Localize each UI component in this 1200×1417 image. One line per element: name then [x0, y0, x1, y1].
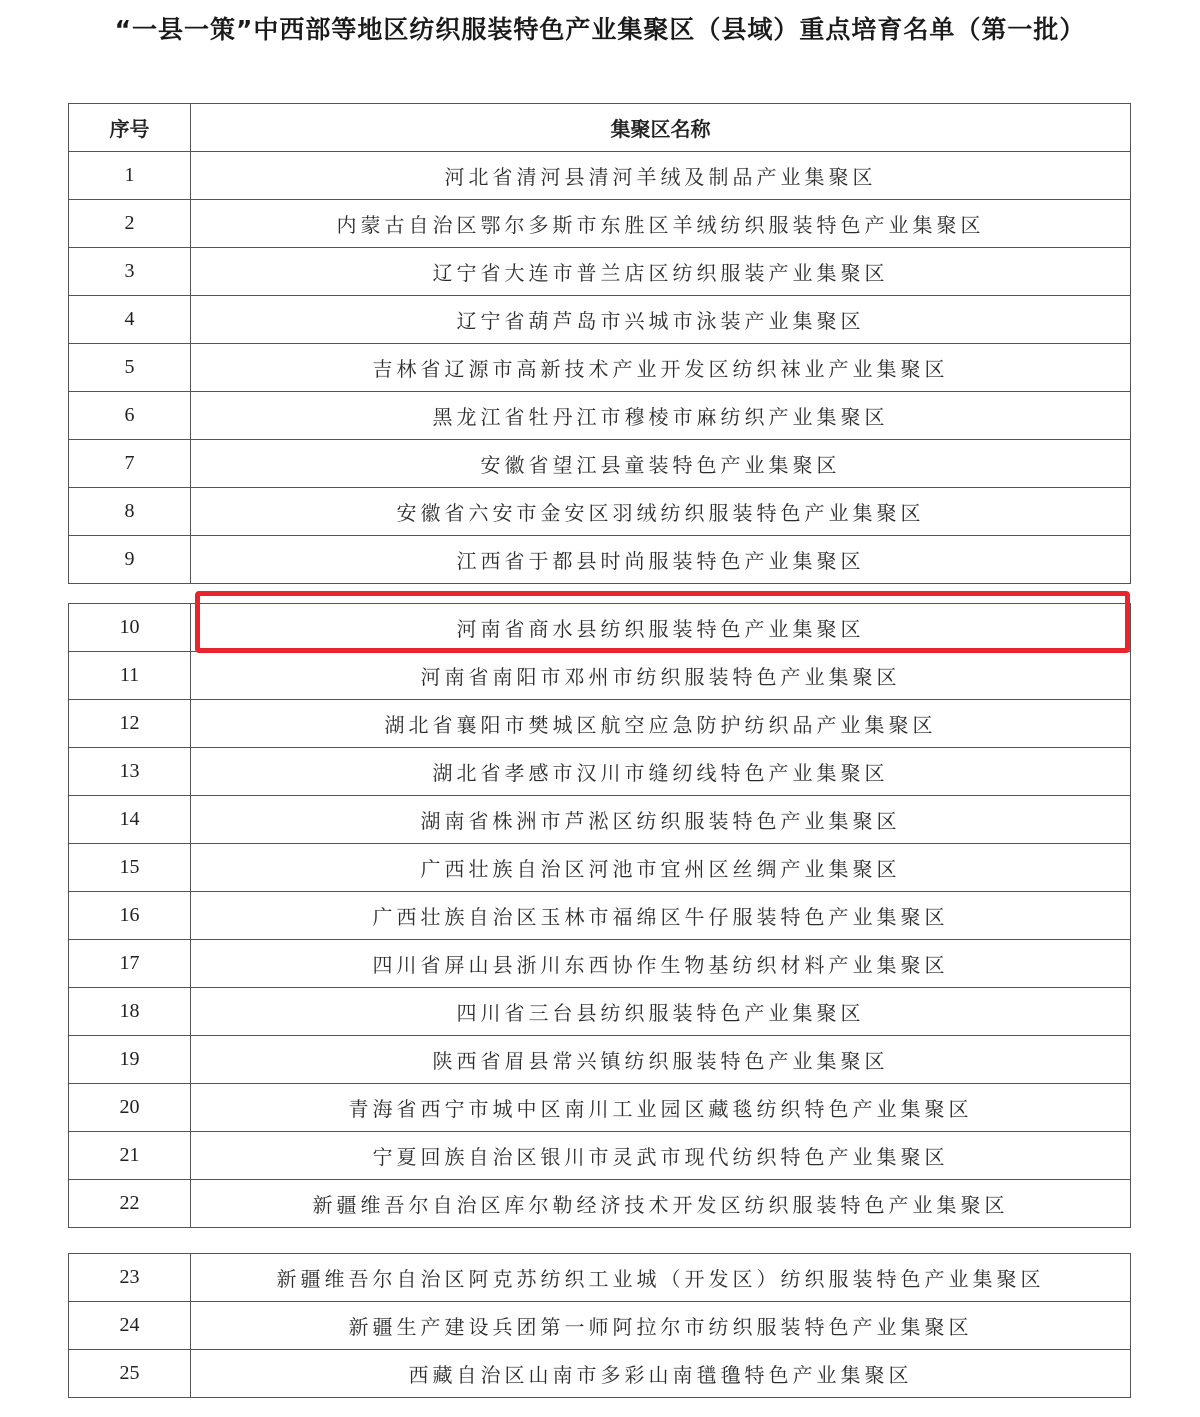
table-row [69, 988, 1131, 1036]
table-row [69, 296, 1131, 344]
row-number: 1 [69, 152, 191, 200]
row-number: 25 [69, 1350, 191, 1398]
cluster-name: 安徽省六安市金安区羽绒纺织服装特色产业集聚区 [191, 488, 1131, 536]
table-row [69, 748, 1131, 796]
column-header-name: 集聚区名称 [191, 104, 1131, 152]
row-number: 20 [69, 1084, 191, 1132]
cluster-name: 辽宁省葫芦岛市兴城市泳装产业集聚区 [191, 296, 1131, 344]
row-number: 13 [69, 748, 191, 796]
row-number: 19 [69, 1036, 191, 1084]
table-row [69, 536, 1131, 584]
cluster-name: 内蒙古自治区鄂尔多斯市东胜区羊绒纺织服装特色产业集聚区 [191, 200, 1131, 248]
row-number: 14 [69, 796, 191, 844]
table-row [69, 940, 1131, 988]
cluster-name: 广西壮族自治区玉林市福绵区牛仔服装特色产业集聚区 [191, 892, 1131, 940]
table-row [69, 700, 1131, 748]
row-number: 3 [69, 248, 191, 296]
table-row [69, 1254, 1131, 1302]
table-row [69, 152, 1131, 200]
table-row [69, 488, 1131, 536]
table-header-row [69, 104, 1131, 152]
cluster-name: 吉林省辽源市高新技术产业开发区纺织袜业产业集聚区 [191, 344, 1131, 392]
row-number: 7 [69, 440, 191, 488]
column-header-number: 序号 [69, 104, 191, 152]
cluster-name: 新疆生产建设兵团第一师阿拉尔市纺织服装特色产业集聚区 [191, 1302, 1131, 1350]
cluster-name: 西藏自治区山南市多彩山南氆氇特色产业集聚区 [191, 1350, 1131, 1398]
cluster-name: 江西省于都县时尚服装特色产业集聚区 [191, 536, 1131, 584]
cluster-name: 陕西省眉县常兴镇纺织服装特色产业集聚区 [191, 1036, 1131, 1084]
cluster-name: 安徽省望江县童装特色产业集聚区 [191, 440, 1131, 488]
table-row [69, 344, 1131, 392]
cluster-name: 四川省三台县纺织服装特色产业集聚区 [191, 988, 1131, 1036]
cluster-name: 河南省商水县纺织服装特色产业集聚区 [191, 604, 1131, 652]
row-number: 11 [69, 652, 191, 700]
row-number: 16 [69, 892, 191, 940]
table-row [69, 440, 1131, 488]
row-number: 4 [69, 296, 191, 344]
cluster-name: 湖北省孝感市汉川市缝纫线特色产业集聚区 [191, 748, 1131, 796]
cluster-name: 辽宁省大连市普兰店区纺织服装产业集聚区 [191, 248, 1131, 296]
row-number: 6 [69, 392, 191, 440]
table-row [69, 1180, 1131, 1228]
table-row [69, 200, 1131, 248]
table-row [69, 1084, 1131, 1132]
cluster-table-part-2 [68, 603, 1131, 1228]
cluster-name: 河南省南阳市邓州市纺织服装特色产业集聚区 [191, 652, 1131, 700]
row-number: 15 [69, 844, 191, 892]
table-row [69, 392, 1131, 440]
table-row [69, 652, 1131, 700]
table-row [69, 1036, 1131, 1084]
cluster-name: 广西壮族自治区河池市宜州区丝绸产业集聚区 [191, 844, 1131, 892]
cluster-name: 新疆维吾尔自治区阿克苏纺织工业城（开发区）纺织服装特色产业集聚区 [191, 1254, 1131, 1302]
row-number: 2 [69, 200, 191, 248]
cluster-table-part-1 [68, 103, 1131, 584]
document-title: “一县一策”中西部等地区纺织服装特色产业集聚区（县域）重点培育名单（第一批） [114, 15, 1086, 44]
row-number: 10 [69, 604, 191, 652]
row-number: 12 [69, 700, 191, 748]
table-row [69, 248, 1131, 296]
cluster-name: 青海省西宁市城中区南川工业园区藏毯纺织特色产业集聚区 [191, 1084, 1131, 1132]
row-number: 5 [69, 344, 191, 392]
cluster-name: 河北省清河县清河羊绒及制品产业集聚区 [191, 152, 1131, 200]
table-row-highlighted [69, 604, 1131, 652]
cluster-name: 黑龙江省牡丹江市穆棱市麻纺织产业集聚区 [191, 392, 1131, 440]
cluster-table-part-3 [68, 1253, 1131, 1398]
cluster-name: 宁夏回族自治区银川市灵武市现代纺织特色产业集聚区 [191, 1132, 1131, 1180]
row-number: 21 [69, 1132, 191, 1180]
row-number: 23 [69, 1254, 191, 1302]
row-number: 18 [69, 988, 191, 1036]
cluster-name: 新疆维吾尔自治区库尔勒经济技术开发区纺织服装特色产业集聚区 [191, 1180, 1131, 1228]
table-row [69, 1302, 1131, 1350]
row-number: 9 [69, 536, 191, 584]
table-row [69, 1132, 1131, 1180]
row-number: 17 [69, 940, 191, 988]
cluster-name: 湖北省襄阳市樊城区航空应急防护纺织品产业集聚区 [191, 700, 1131, 748]
row-number: 22 [69, 1180, 191, 1228]
row-number: 8 [69, 488, 191, 536]
row-number: 24 [69, 1302, 191, 1350]
table-row [69, 892, 1131, 940]
table-row [69, 796, 1131, 844]
table-row [69, 1350, 1131, 1398]
cluster-name: 湖南省株洲市芦淞区纺织服装特色产业集聚区 [191, 796, 1131, 844]
cluster-name: 四川省屏山县浙川东西协作生物基纺织材料产业集聚区 [191, 940, 1131, 988]
table-row [69, 844, 1131, 892]
